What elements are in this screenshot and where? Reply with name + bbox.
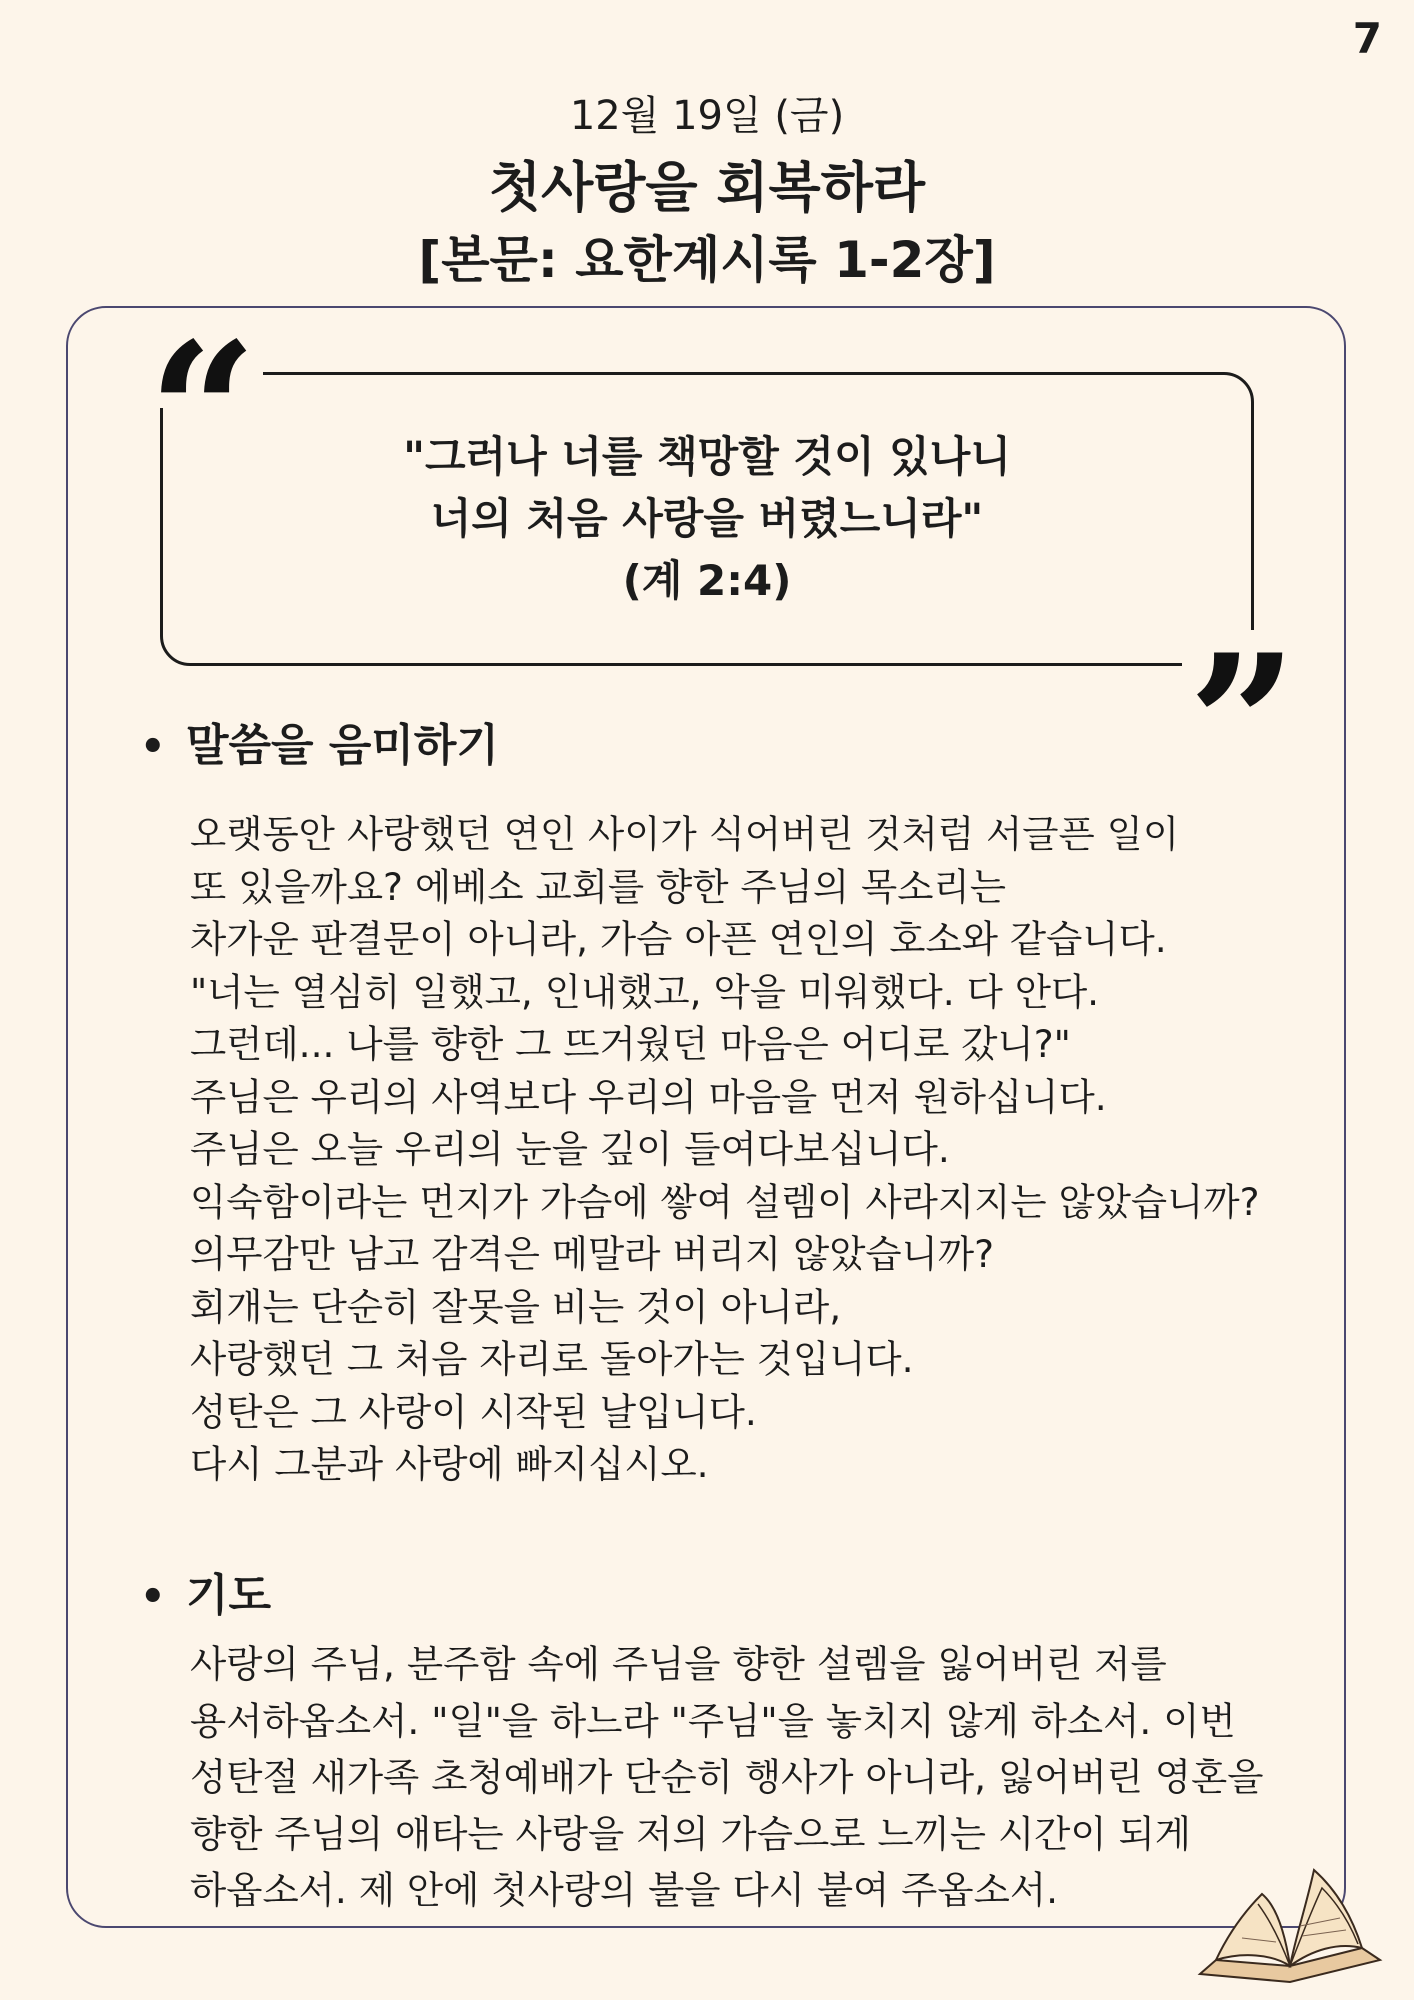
prayer-heading: [140, 1566, 271, 1627]
prayer-line: 하옵소서. 제 안에 첫사랑의 불을 다시 붙여 주옵소서.: [190, 1868, 1059, 1912]
reflection-line: 익숙함이라는 먼지가 가슴에 쌓여 설렘이 사라지지는 않았습니까?: [190, 1179, 1260, 1224]
prayer-line: 용서하옵소서. "일"을 하느라 "주님"을 놓치지 않게 하소서. 이번: [190, 1698, 1236, 1743]
reflection-line: 회개는 단순히 잘못을 비는 것이 아니라,: [190, 1284, 842, 1329]
verse-line-2: 너의 처음 사랑을 버렸느니라": [430, 494, 984, 543]
reflection-line: 차가운 판결문이 아니라, 가슴 아픈 연인의 호소와 같습니다.: [190, 917, 1167, 961]
bullet-icon: •: [140, 724, 166, 770]
reflection-heading: [140, 716, 499, 777]
reflection-line: 다시 그분과 사랑에 빠지십시오.: [190, 1442, 709, 1486]
bullet-icon: •: [140, 1574, 166, 1620]
prayer-heading-text: 기도: [186, 1570, 272, 1621]
reflection-line: 또 있을까요? 에베소 교회를 향한 주님의 목소리는: [190, 864, 1006, 909]
verse-quote-box: [160, 372, 1254, 666]
reflection-line: 사랑했던 그 처음 자리로 돌아가는 것입니다.: [190, 1337, 914, 1381]
verse-line-1: "그러나 너를 책망할 것이 있나니: [403, 432, 1011, 481]
scripture-reference: [본문: 요한계시록 1-2장]: [418, 231, 996, 289]
verse-citation: (계 2:4): [622, 556, 792, 605]
date-line: 12월 19일 (금): [569, 93, 845, 139]
reflection-line: 주님은 오늘 우리의 눈을 깊이 들여다보십니다.: [190, 1127, 950, 1171]
close-quote-icon: [1182, 630, 1303, 720]
prayer-body: [190, 1636, 1263, 1919]
prayer-line: 향한 주님의 애타는 사랑을 저의 가슴으로 느끼는 시간이 되게: [190, 1811, 1191, 1856]
page-number: 7: [1352, 14, 1382, 63]
reflection-body: [190, 808, 1260, 1491]
prayer-line: 사랑의 주님, 분주함 속에 주님을 향한 설렘을 잃어버린 저를: [190, 1642, 1167, 1686]
page-header: [0, 86, 1414, 296]
reflection-heading-text: 말씀을 음미하기: [186, 720, 499, 771]
open-quote-icon: [142, 318, 263, 408]
prayer-line: 성탄절 새가족 초청예배가 단순히 행사가 아니라, 잃어버린 영혼을: [190, 1755, 1264, 1799]
reflection-line: 그런데... 나를 향한 그 뜨거웠던 마음은 어디로 갔니?": [190, 1022, 1071, 1066]
reflection-line: "너는 열심히 일했고, 인내했고, 악을 미워했다. 다 안다.: [190, 969, 1100, 1014]
reflection-line: 주님은 우리의 사역보다 우리의 마음을 먼저 원하십니다.: [190, 1074, 1107, 1119]
page-title: 첫사랑을 회복하라: [488, 156, 926, 219]
reflection-line: 성탄은 그 사랑이 시작된 날입니다.: [190, 1389, 757, 1434]
reflection-line: 오랫동안 사랑했던 연인 사이가 식어버린 것처럼 서글픈 일이: [190, 812, 1180, 856]
reflection-line: 의무감만 남고 감격은 메말라 버리지 않았습니까?: [190, 1232, 995, 1276]
open-book-icon: [1192, 1856, 1388, 1986]
